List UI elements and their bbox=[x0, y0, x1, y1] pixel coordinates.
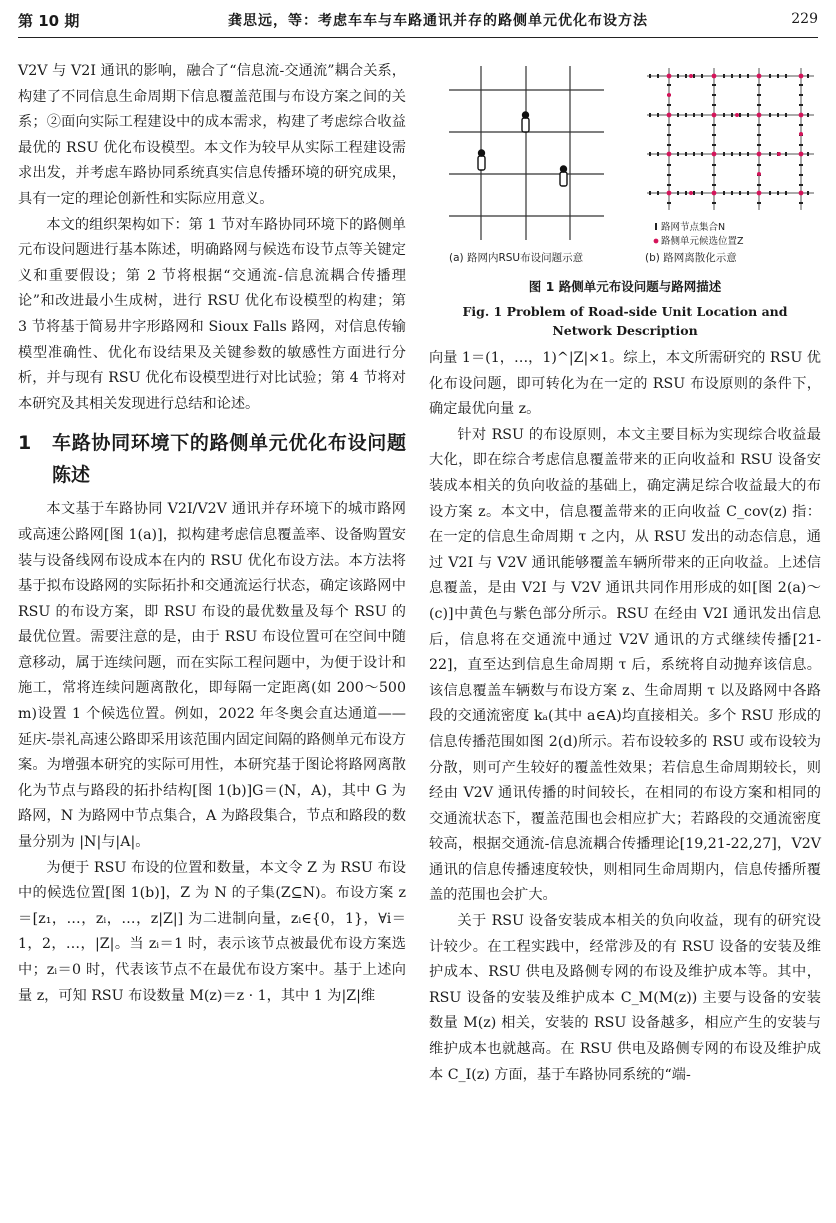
section-heading bbox=[18, 427, 406, 491]
section-number: 1 bbox=[18, 432, 32, 455]
figure-legend bbox=[654, 221, 744, 247]
rsu-marker bbox=[478, 112, 567, 186]
running-header bbox=[18, 0, 818, 38]
left-column bbox=[18, 59, 406, 1009]
figure-caption-en-line-2: Network Description bbox=[552, 323, 698, 338]
paragraph: 针对 RSU 的布设原则，本文主要目标为实现综合收益最大化，即在综合考虑信息覆盖带来的正向收益和 RSU 设备安装成本相关的负向收益的基础上，确定满足综合收益最大的布设方案 z。本文中，信息覆盖带来的正向收益 C_cov(z) 指：在一定的信息生命周期 τ 之内，从 RSU 发出的动态信息，通过 V2I 与 V2V 通讯能够覆盖车辆所带来的正向收益。上述信息覆盖，是由 V2I 与 V2V 通讯共同作用形成的如[图 2(a)～(c)]中黄色与紫色部分所示。RSU 在经由 V2I 通讯发出信息后，信息将在交通流中通过 V2V 通讯的方式继续传播[21-22]，直至达到信息生命周期 τ 后，系统将自动抛弃该信息。该信息覆盖车辆数与布设方案 z、生命周期 τ 以及路网中各路段的交通流密度 kₐ(其中 a∈A)均直接相关。多个 RSU 形成的信息传播范围如图 2(d)所示。若布设较多的 RSU 或布设较为分散，则可产生较好的覆盖性效果；若信息生命周期较长，则经由 V2V 通讯传播的时间较长，在相同的布设方案和相同的交通流状态下，覆盖范围也会相应扩大；若路段的交通流密度较高，根据交通流-信息流耦合传播理论[19,21-22,27]，V2V 通讯的信息传播速度较快，则相同生命周期内，信息传播所覆盖的范围也会扩大。 bbox=[429, 426, 821, 904]
paragraph: 本文的组织架构如下：第 1 节对车路协同环境下的路侧单元布设问题进行基本陈述，明确路网与候选布设节点等关键定义和重要假设；第 2 节将根据“交通流-信息流耦合传播理论”和改进最小生成树，进行 RSU 优化布设模型的构建；第 3 节将基于简易井字形路网和 Sioux Falls 路网，对信息传输模型准确性、优化布设结果及关键参数的敏感性方面进行分析，并与现有 RSU 优化布设模型进行对比试验；第 4 节将对本研究及其相关发现进行总结和论述。 bbox=[18, 216, 406, 412]
running-title: 龚思远，等：考虑车车与车路通讯并存的路侧单元优化布设方法 bbox=[228, 13, 648, 29]
discrete-network-grid bbox=[647, 68, 814, 210]
node-set-ticks bbox=[649, 74, 809, 204]
figure-1-graphic bbox=[429, 60, 821, 270]
figure-caption-en-line-1: Fig. 1 Problem of Road-side Unit Location and bbox=[462, 304, 788, 319]
page-number: 229 bbox=[791, 11, 818, 27]
right-column bbox=[429, 346, 821, 1088]
figure-caption-zh: 图 1 路侧单元布设问题与路网描述 bbox=[528, 279, 722, 294]
paragraph: 向量 1＝(1，…，1)^|Z|×1。综上，本文所需研究的 RSU 优化布设问题，即可转化为在一定的 RSU 布设原则的条件下，确定最优向量 z。 bbox=[429, 350, 821, 418]
figure-label-a: (a) 路网内RSU布设问题示意 bbox=[449, 252, 584, 264]
issue-number: 第 10 期 bbox=[18, 12, 80, 30]
paragraph: V2V 与 V2I 通讯的影响，融合了“信息流-交通流”耦合关系，构建了不同信息生命周期下信息覆盖范围与布设方案之间的关系；②面向实际工程建设中的成本需求，构建了考虑综合收益最优的 RSU 优化布设模型。本文作为较早从实际工程建设需求出发，并考虑车路协同系统真实信息传播环境的研究成果，具有一定的理论创新性和实际应用意义。 bbox=[18, 63, 406, 207]
candidate-position-dots bbox=[667, 74, 804, 196]
paragraph: 本文基于车路协同 V2I/V2V 通讯并存环境下的城市路网或高速公路网[图 1(a)]，拟构建考虑信息覆盖率、设备购置安装与设备线网布设成本在内的 RSU 优化布设方法。本方法将基于拟布设路网的实际拓扑和交通流运行状态，确定该路网中 RSU 的布设方案，即 RSU 布设的最优数量及每个 RSU 的最优位置。需要注意的是，由于 RSU 布设位置可在空间中随意移动，属于连续问题，而在实际工程问题中，为便于设计和施工，常将连续问题离散化，即每隔一定距离(如 200～500 m)设置 1 个候选位置。例如，2022 年冬奥会直达通道——延庆-崇礼高速公路即采用该范围内固定间隔的路侧单元布设方案。为增强本研究的实际可用性，本研究基于图论将路网离散化为节点与路段的拓扑结构[图 1(b)]G＝(N，A)，其中 G 为路网，N 为路网中节点集合，A 为路段集合，节点和路段的数量分别为 |N|与|A|。 bbox=[18, 501, 406, 851]
legend-candidate: 路侧单元候选位置Z bbox=[661, 236, 744, 247]
legend-node-set: 路网节点集合N bbox=[661, 222, 726, 233]
figure-1 bbox=[429, 60, 821, 270]
road-network-grid bbox=[449, 66, 604, 240]
paragraph: 为便于 RSU 布设的位置和数量，本文令 Z 为 RSU 布设中的候选位置[图 1(b)]，Z 为 N 的子集(Z⊆N)。布设方案 z＝[z₁，…，zᵢ，…，z|Z|] 为二进制向量，zᵢ∈{0，1}，∀i＝1，2，…，|Z|。当 zᵢ＝1 时，表示该节点被最优布设方案选中；zᵢ＝0 时，代表该节点不在最优布设方案中。基于上述向量 z，可知 RSU 布设数量 M(z)＝z · 1，其中 1 为|Z|维 bbox=[18, 859, 406, 1004]
figure-label-b: (b) 路网离散化示意 bbox=[645, 252, 737, 264]
section-title: 车路协同环境下的路侧单元优化布设问题陈述 bbox=[52, 432, 406, 487]
figure-caption-en bbox=[429, 302, 821, 340]
paragraph: 关于 RSU 设备安装成本相关的负向收益，现有的研究设计较少。在工程实践中，经常涉及的有 RSU 设备的安装及维护成本、RSU 供电及路侧专网的布设及维护成本等。其中，RSU 设备的安装及维护成本 C_M(M(z)) 主要与设备的安装数量 M(z) 相关，安装的 RSU 设备越多，相应产生的安装与维护成本也就越高。在 RSU 供电及路侧专网的布设及维护成本 C_I(z) 方面，基于车路协同系统的“端- bbox=[429, 913, 821, 1083]
